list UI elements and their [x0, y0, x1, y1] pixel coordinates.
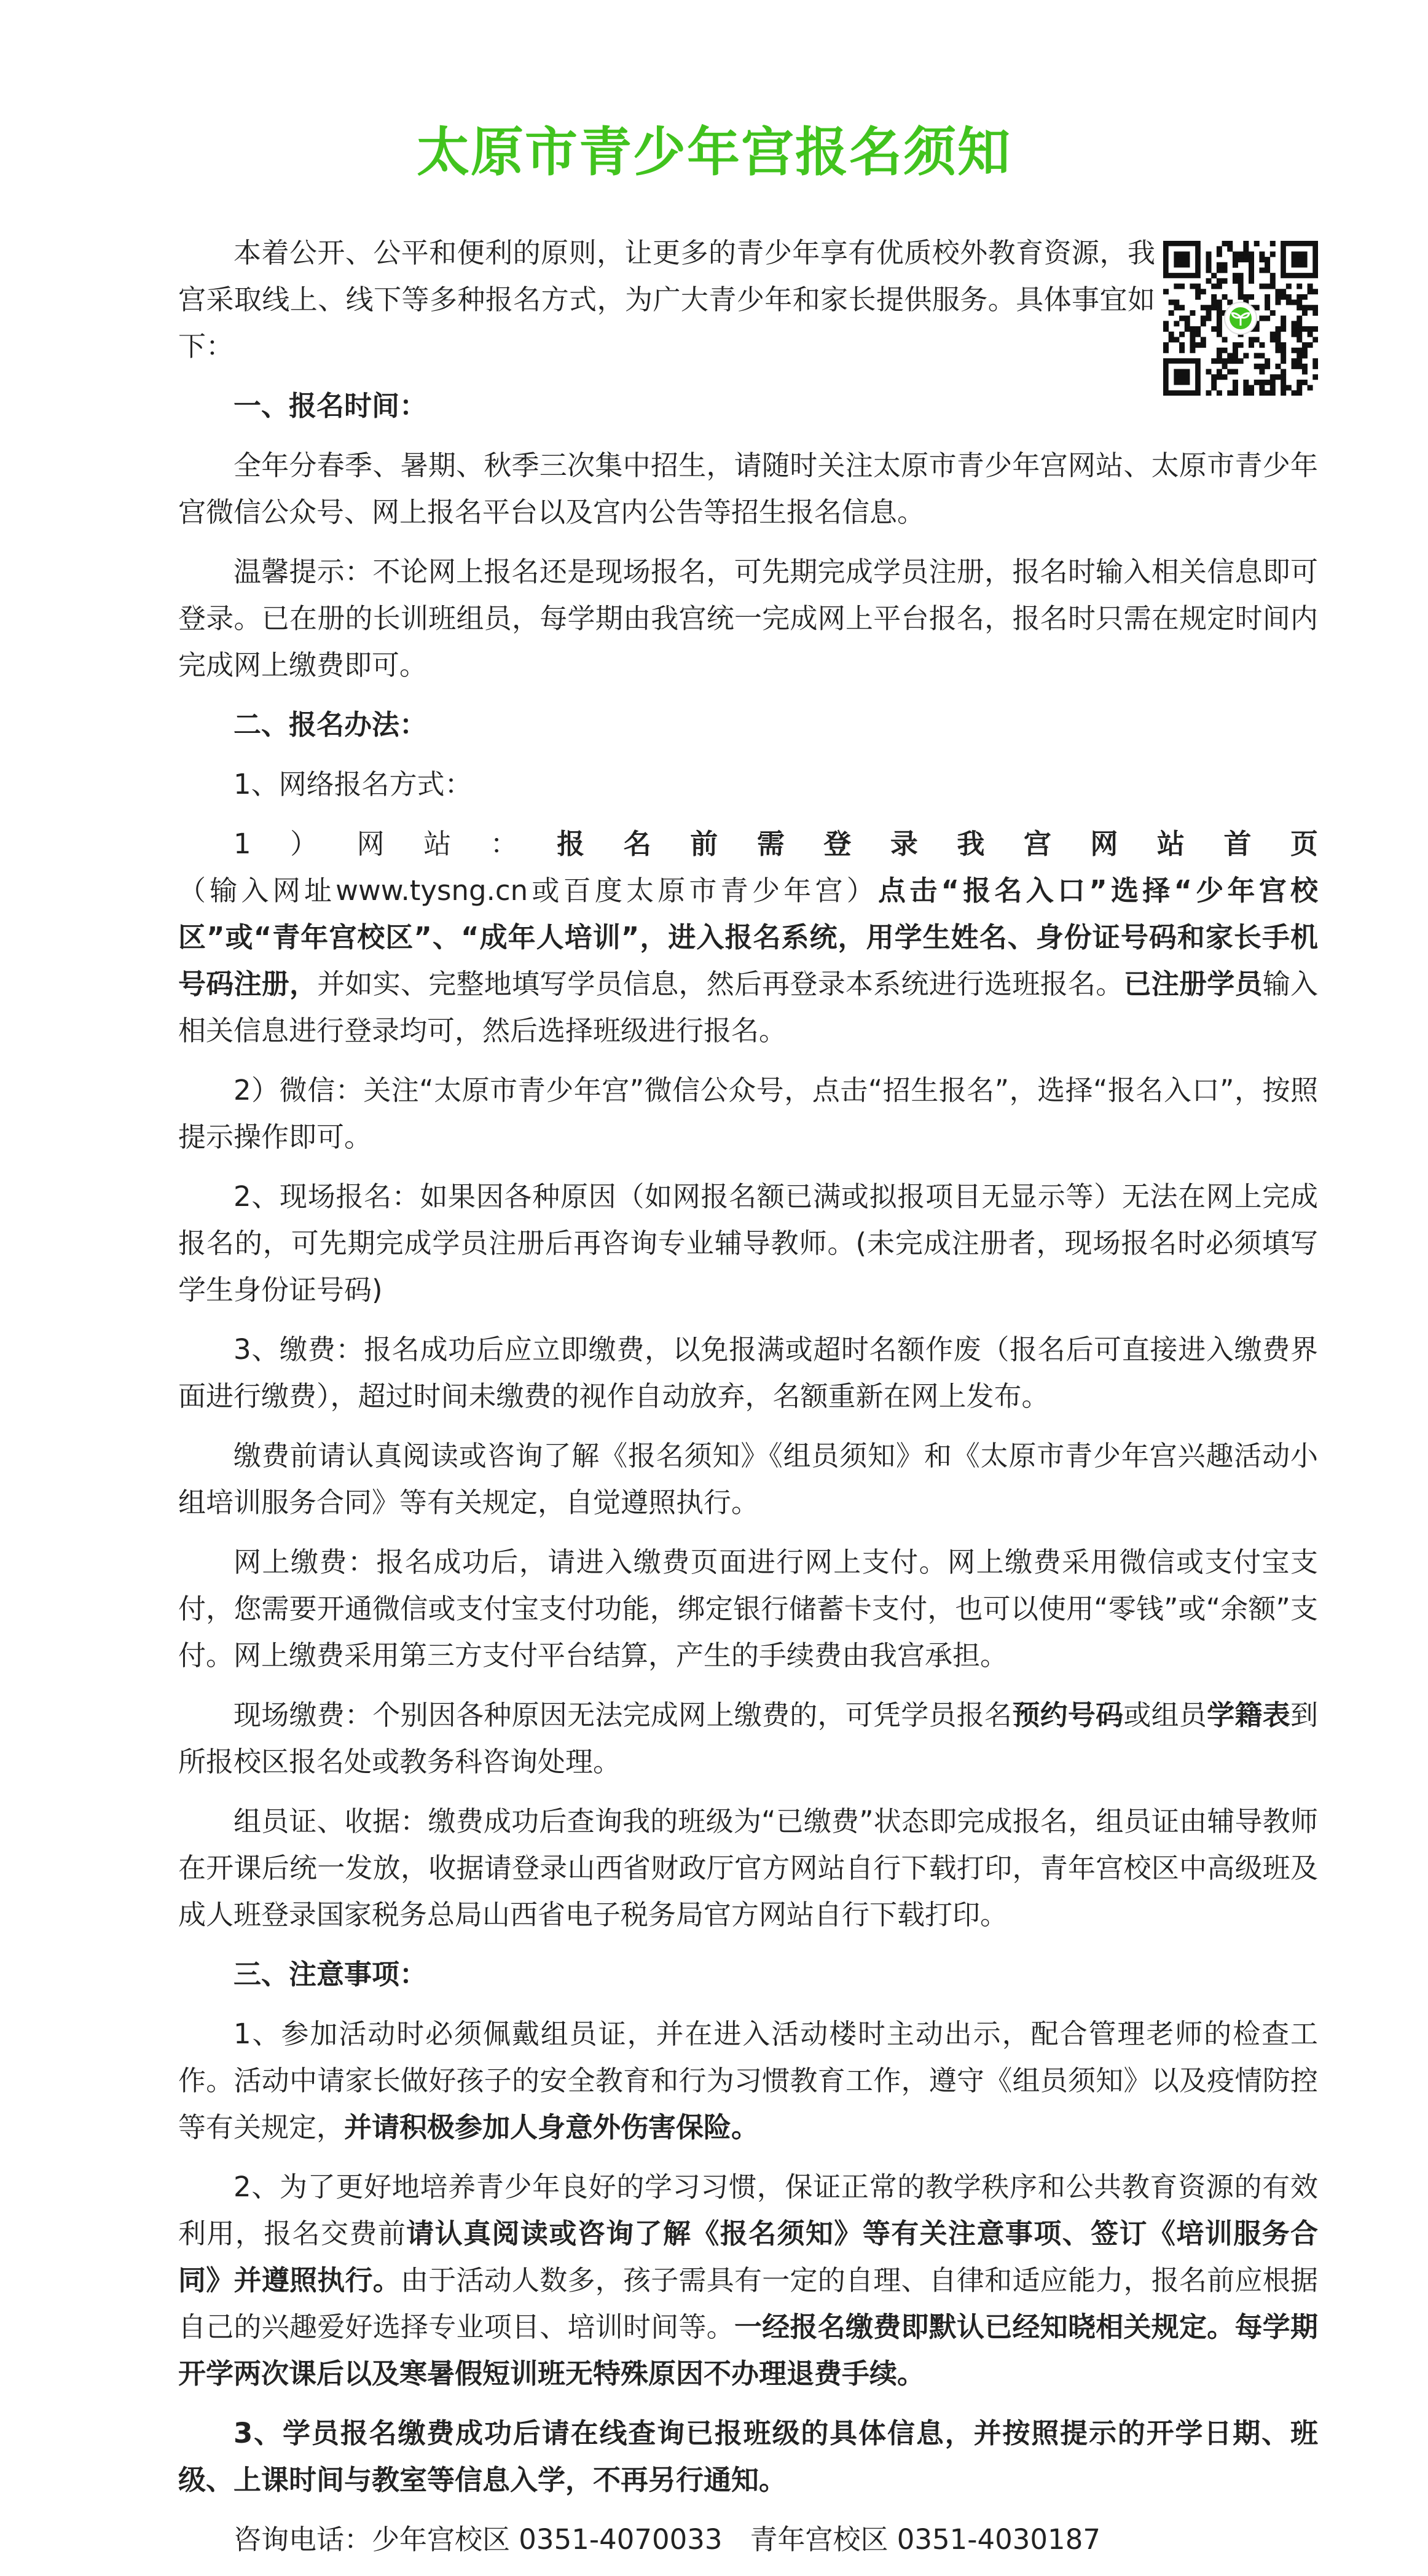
tip-paragraph: 温馨提示：不论网上报名还是现场报名，可先期完成学员注册，报名时输入相关信息即可登录。已在册的长训班组员，每学期由我宫统一完成网上平台报名，报名时只需在规定时间内完成网上缴费即可。: [178, 555, 1318, 681]
before-pay-paragraph: 缴费前请认真阅读或咨询了解《报名须知》《组员须知》和《太原市青少年宫兴趣活动小组培训服务合同》等有关规定，自觉遵照执行。: [178, 1439, 1318, 1519]
notice-body: [178, 230, 1318, 2576]
note-item-1: 1、参加活动时必须佩戴组员证，并在进入活动楼时主动出示，配合管理老师的检查工作。活动中请家长做好孩子的安全教育和行为习惯教育工作，遵守《组员须知》以及疫情防控等有关规定，并请积极参加人身意外伤害保险。: [178, 2018, 1318, 2143]
section-heading-notes: 三、注意事项：: [233, 1958, 428, 1991]
note-item-2: 2、为了更好地培养青少年良好的学习习惯，保证正常的教学秩序和公共教育资源的有效利用，报名交费前请认真阅读或咨询了解《报名须知》等有关注意事项、签订《培训服务合同》并遵照执行。由于活动人数多，孩子需具有一定的自理、自律和适应能力，报名前应根据自己的兴趣爱好选择专业项目、培训时间等。一经报名缴费即默认已经知晓相关规定。每学期开学两次课后以及寒暑假短训班无特殊原因不办理退费手续。: [178, 2171, 1318, 2390]
online-pay-paragraph: 网上缴费：报名成功后，请进入缴费页面进行网上支付。网上缴费采用微信或支付宝支付，您需要开通微信或支付宝支付功能，绑定银行储蓄卡支付，也可以使用“零钱”或“余额”支付。网上缴费采用第三方支付平台结算，产生的手续费由我宫承担。: [178, 1546, 1318, 1672]
onsite-paragraph: 2、现场报名：如果因各种原因（如网报名额已满或拟报项目无显示等）无法在网上完成报名的，可先期完成学员注册后再咨询专业辅导教师。(未完成注册者，现场报名时必须填写学生身份证号码): [178, 1180, 1318, 1306]
section-heading-method: 二、报名办法：: [233, 708, 428, 741]
online-method-label: 1、网络报名方式：: [233, 768, 473, 801]
intro-paragraph: 本着公开、公平和便利的原则，让更多的青少年享有优质校外教育资源，我宫采取线上、线下等多种报名方式，为广大青少年和家长提供服务。具体事宜如下：: [178, 237, 1155, 362]
payment-paragraph: 3、缴费：报名成功后应立即缴费，以免报满或超时名额作废（报名后可直接进入缴费界面进行缴费），超过时间未缴费的视作自动放弃，名额重新在网上发布。: [178, 1333, 1318, 1412]
section-heading-time: 一、报名时间：: [233, 390, 428, 422]
time-paragraph: 全年分春季、暑期、秋季三次集中招生，请随时关注太原市青少年宫网站、太原市青少年宫微信公众号、网上报名平台以及宫内公告等招生报名信息。: [178, 449, 1318, 528]
note-item-3: 3、学员报名缴费成功后请在线查询已报班级的具体信息，并按照提示的开学日期、班级、上课时间与教室等信息入学，不再另行通知。: [178, 2417, 1318, 2496]
contact-phone: 咨询电话：少年宫校区 0351-4070033 青年宫校区 0351-4030187: [233, 2523, 1100, 2556]
receipt-paragraph: 组员证、收据：缴费成功后查询我的班级为“已缴费”状态即完成报名，组员证由辅导教师在开课后统一发放，收据请登录山西省财政厅官方网站自行下载打印，青年宫校区中高级班及成人班登录国家税务总局山西省电子税务局官方网站自行下载打印。: [178, 1805, 1318, 1931]
page-title: 太原市青少年宫报名须知: [417, 122, 1011, 183]
onsite-pay-paragraph: 现场缴费：个别因各种原因无法完成网上缴费的，可凭学员报名预约号码或组员学籍表到所报校区报名处或教务科咨询处理。: [178, 1699, 1318, 1778]
website-paragraph: 1）网站：报名前需登录我宫网站首页（输入网址www.tysng.cn或百度太原市青少年宫）点击“报名入口”选择“少年宫校区”或“青年宫校区”、“成年人培训”，进入报名系统，用学生姓名、身份证号码和家长手机号码注册，并如实、完整地填写学员信息，然后再登录本系统进行选班报名。已注册学员输入相关信息进行登录均可，然后选择班级进行报名。: [178, 828, 1318, 1047]
wechat-paragraph: 2）微信：关注“太原市青少年宫”微信公众号，点击“招生报名”，选择“报名入口”，按照提示操作即可。: [178, 1074, 1318, 1153]
